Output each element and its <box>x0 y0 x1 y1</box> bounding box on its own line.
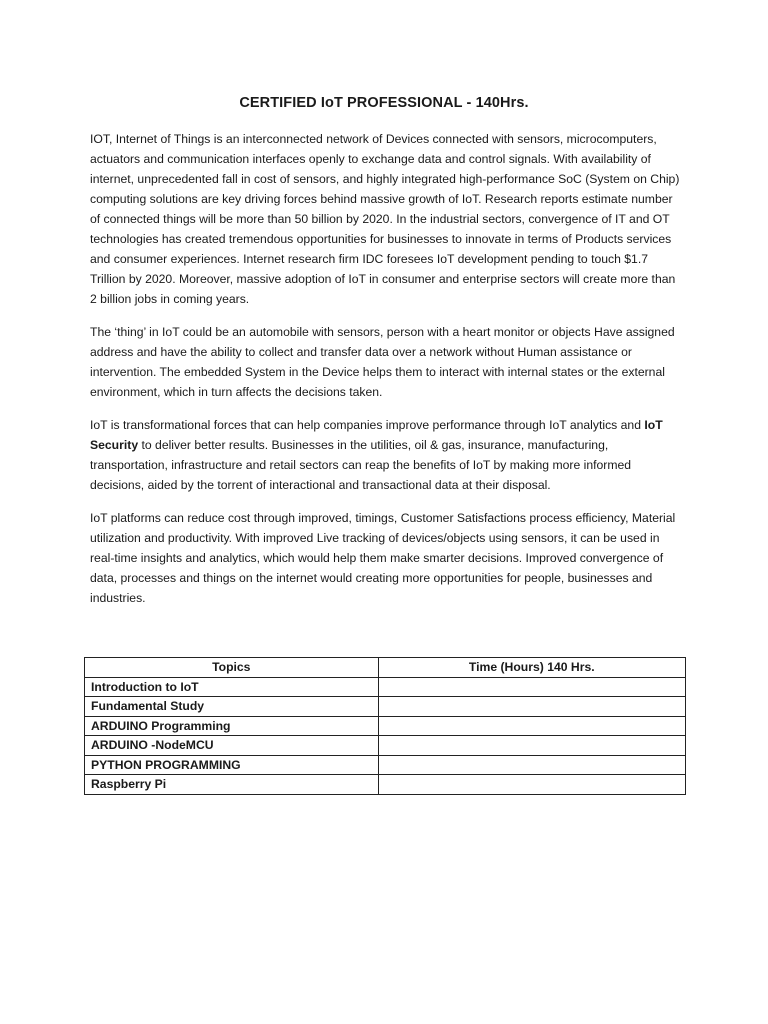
paragraph-text <box>90 415 682 495</box>
time-cell <box>378 697 685 717</box>
table-row <box>85 716 686 736</box>
table-row <box>85 755 686 775</box>
time-cell <box>378 677 685 697</box>
topic-cell: ARDUINO -NodeMCU <box>85 736 379 756</box>
table-row <box>85 736 686 756</box>
time-cell <box>378 755 685 775</box>
table-header-row <box>85 658 686 678</box>
topic-cell: Introduction to IoT <box>85 677 379 697</box>
table-row <box>85 775 686 795</box>
paragraph-text: The ‘thing’ in IoT could be an automobile with sensors, person with a heart monitor or objects Have assigned address and have the ability to collect and transfer data over a network without Human assistance or intervention. The embedded System in the Device helps them to interact with internal states or the external environment, which in turn affects the decisions taken. <box>90 325 675 399</box>
paragraph-intro <box>90 129 682 309</box>
time-cell <box>378 716 685 736</box>
topic-cell: PYTHON PROGRAMMING <box>85 755 379 775</box>
paragraph-thing <box>90 322 682 402</box>
time-cell <box>378 736 685 756</box>
time-cell <box>378 775 685 795</box>
column-header-topics: Topics <box>85 658 379 678</box>
page-title: CERTIFIED IoT PROFESSIONAL - 140Hrs. <box>239 95 529 111</box>
paragraph-text: IoT platforms can reduce cost through improved, timings, Customer Satisfactions process efficiency, Material utilization and productivity. With improved Live tracking of devices/objects using sensors, it can be used in real-time insights and analytics, which would help them make smarter decisions. Improved convergence of data, processes and things on the internet would creating more opportunities for people, businesses and industries. <box>90 511 676 605</box>
table-row <box>85 677 686 697</box>
paragraph-text: IOT, Internet of Things is an interconnected network of Devices connected with sensors, microcomputers, actuators and communication interfaces openly to exchange data and control signals. With availability of internet, unprecedented fall in cost of sensors, and highly integrated high-performance SoC (System on Chip) computing solutions are key driving forces behind massive growth of IoT. Research reports estimate number of connected things will be more than 50 billion by 2020. In the industrial sectors, convergence of IT and OT technologies has created tremendous opportunities for businesses to innovate in terms of Products services and consumer experiences. Internet research firm IDC foresees IoT development pending to touch $1.7 Trillion by 2020. Moreover, massive adoption of IoT in consumer and enterprise sectors will create more than 2 billion jobs in coming years. <box>90 132 680 306</box>
paragraph-transformational <box>90 415 682 495</box>
topic-cell: Raspberry Pi <box>85 775 379 795</box>
paragraph-text-part: to deliver better results. Businesses in the utilities, oil & gas, insurance, manufacturing, transportation, infrastructure and retail sectors can reap the benefits of IoT by making more informed decisions, aided by the torrent of interactional and transactional data at their disposal. <box>90 438 632 492</box>
table-row <box>85 697 686 717</box>
topic-cell: ARDUINO Programming <box>85 716 379 736</box>
topic-cell: Fundamental Study <box>85 697 379 717</box>
paragraph-text-part: IoT is transformational forces that can help companies improve performance through IoT analytics and <box>90 418 645 432</box>
topics-table <box>84 657 686 795</box>
column-header-time: Time (Hours) 140 Hrs. <box>378 658 685 678</box>
paragraph-platforms <box>90 508 682 608</box>
iot-security-emphasis: IoT Security <box>90 418 663 452</box>
